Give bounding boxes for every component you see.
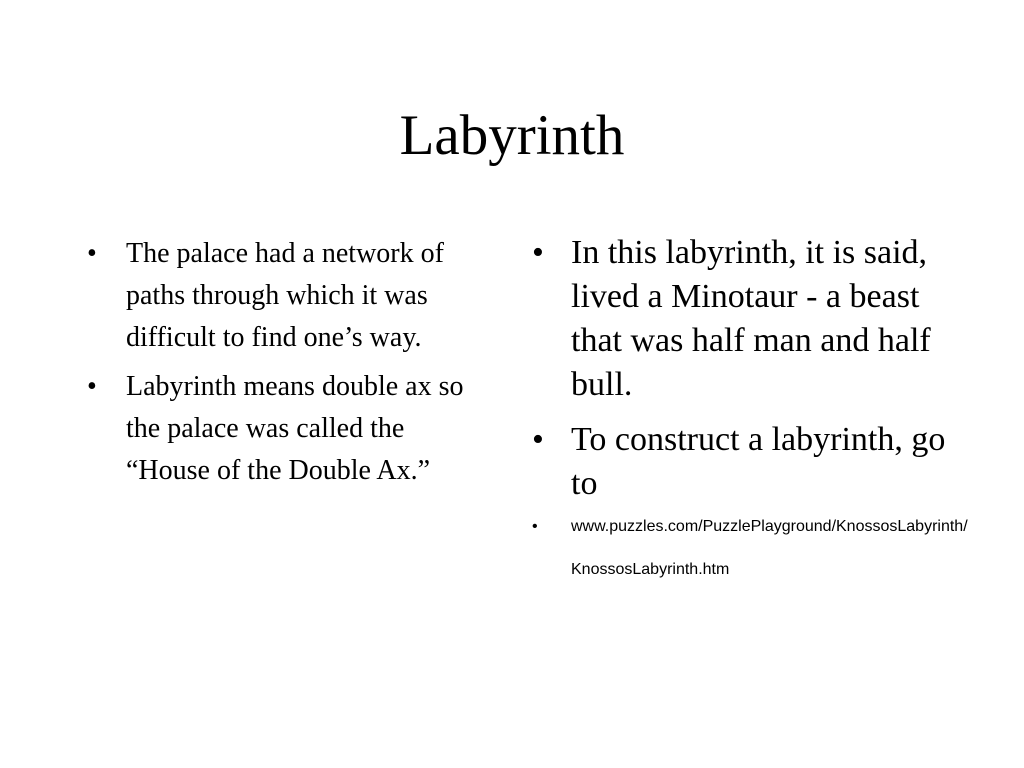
left-bullet-1 bbox=[87, 233, 487, 359]
right-bullet-1 bbox=[532, 231, 972, 407]
bullet-marker: • bbox=[87, 371, 97, 402]
bullet-marker: • bbox=[532, 421, 544, 458]
left-bullet-2 bbox=[87, 366, 487, 492]
bullet-text: In this labyrinth, it is said, lived a Minotaur - a beast that was half man and half bull. bbox=[571, 234, 931, 403]
bullet-text: To construct a labyrinth, go to bbox=[571, 421, 946, 502]
bullet-text: The palace had a network of paths through which it was difficult to find one’s way. bbox=[126, 238, 444, 353]
slide-title: Labyrinth bbox=[399, 104, 625, 167]
bullet-marker: • bbox=[532, 518, 538, 535]
bullet-text: Labyrinth means double ax so the palace was called the “House of the Double Ax.” bbox=[126, 371, 464, 486]
bullet-marker: • bbox=[87, 238, 97, 269]
left-bullet-list bbox=[87, 233, 487, 499]
right-bullet-list bbox=[532, 231, 972, 602]
link-url-text[interactable]: www.puzzles.com/PuzzlePlayground/KnossosLabyrinth/KnossosLabyrinth.htm bbox=[571, 518, 968, 578]
bullet-marker: • bbox=[532, 234, 544, 271]
right-bullet-link bbox=[532, 505, 971, 591]
right-bullet-2 bbox=[532, 418, 972, 506]
